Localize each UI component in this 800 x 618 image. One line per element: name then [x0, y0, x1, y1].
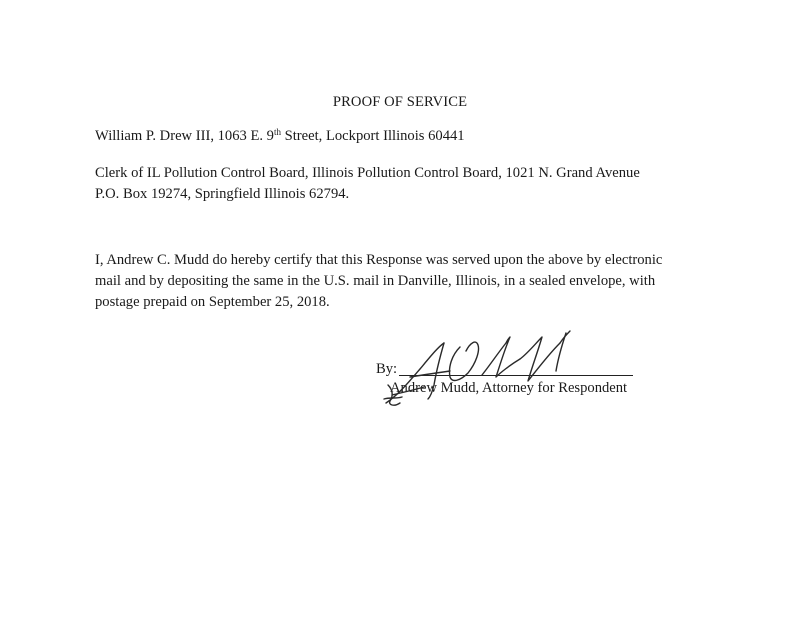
certification-line-1: I, Andrew C. Mudd do hereby certify that this Response was served upon the above by electronic — [95, 252, 663, 268]
recipient-1-text-post: Street, Lockport Illinois 60441 — [280, 128, 465, 144]
recipient-1-text-pre: William P. Drew III, 1063 E. 9 — [95, 128, 274, 144]
document-title: PROOF OF SERVICE — [332, 94, 468, 110]
by-label: By: — [376, 361, 398, 377]
handwritten-signature — [380, 325, 590, 410]
recipient-address-2-line-2: P.O. Box 19274, Springfield Illinois 62794. — [95, 186, 350, 202]
recipient-address-2-line-1: Clerk of IL Pollution Control Board, Illinois Pollution Control Board, 1021 N. Grand Avenue — [95, 165, 640, 181]
certification-line-3: postage prepaid on September 25, 2018. — [95, 294, 330, 310]
certification-line-2: mail and by depositing the same in the U.S. mail in Danville, Illinois, in a sealed envelope, with — [95, 273, 656, 289]
recipient-address-1 — [95, 127, 465, 146]
signer-name: Andrew Mudd, Attorney for Respondent — [390, 380, 628, 396]
recipient-1-superscript: th — [273, 127, 281, 137]
